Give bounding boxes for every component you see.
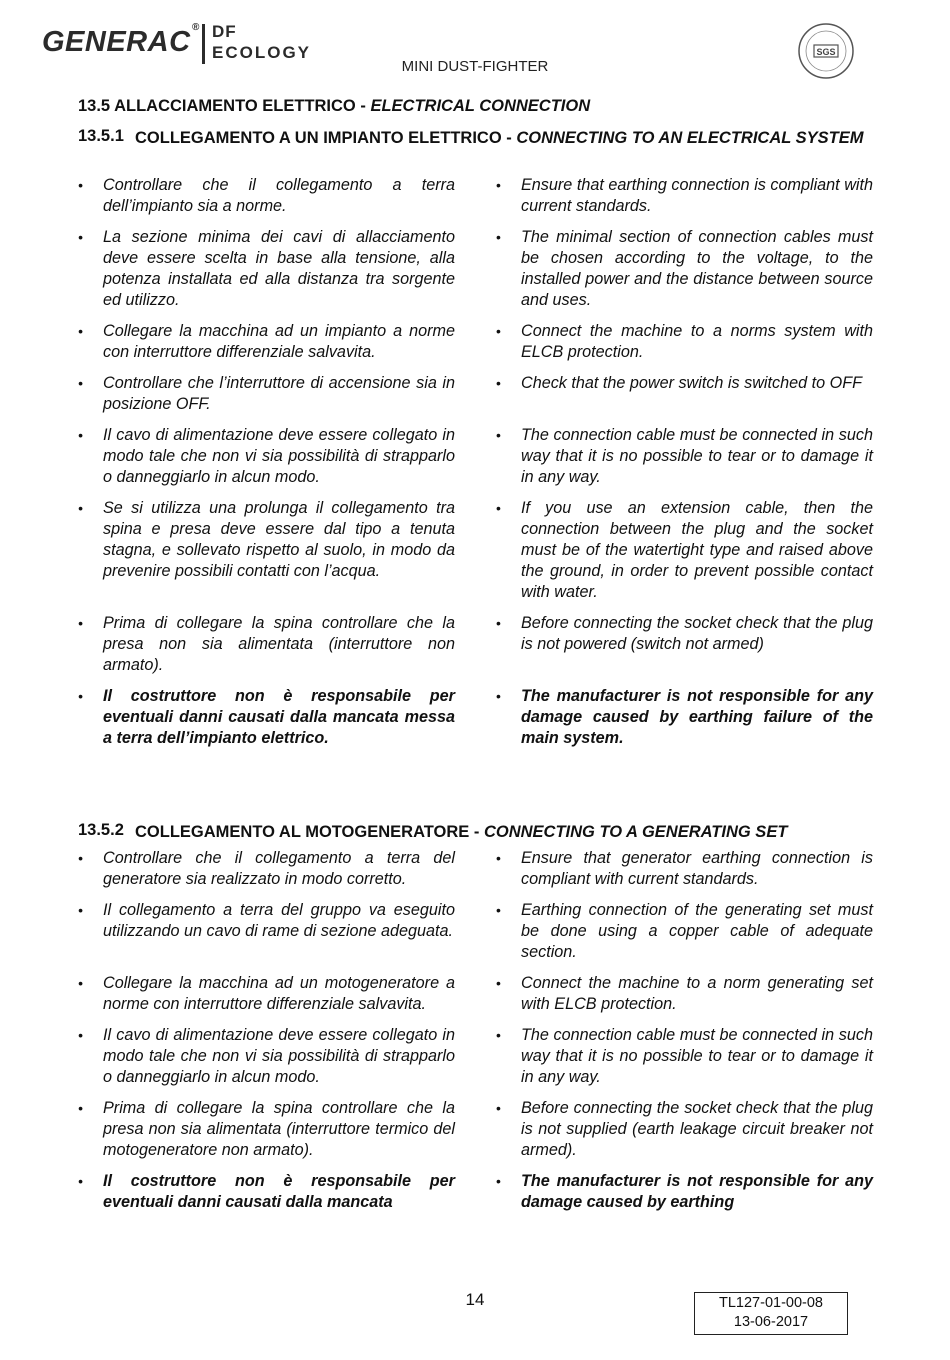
list-item — [78, 425, 873, 488]
bullet-text: Before connecting the socket check that the plug is not powered (switch not armed) — [521, 614, 873, 653]
bullet-icon: • — [78, 229, 83, 245]
bullet-text: Il cavo di alimentazione deve essere collegato in modo tale che non vi sia possibilità di strapparlo o danneggiarlo in alcun modo. — [103, 1026, 455, 1086]
bullet-text: The manufacturer is not responsible for any damage caused by earthing failure of the main system. — [521, 687, 873, 747]
bullet-text: Connect the machine to a norms system with ELCB protection. — [521, 322, 873, 361]
italian-text-cell — [78, 686, 455, 749]
bullet-text: The connection cable must be connected in such way that it is no possible to tear or to damage it in any way. — [521, 1026, 873, 1086]
italian-text-cell — [78, 1171, 455, 1213]
italian-text-cell — [78, 613, 455, 676]
list-item — [78, 498, 873, 603]
list-item — [78, 175, 873, 217]
page-number: 14 — [465, 1290, 485, 1309]
list-item — [78, 227, 873, 311]
bullet-text: Controllare che il collegamento a terra del generatore sia realizzato in modo corretto. — [103, 849, 455, 888]
subsection-1-heading — [78, 127, 888, 149]
bullet-icon: • — [78, 850, 83, 866]
italian-text-cell — [78, 425, 455, 488]
bullet-text: Connect the machine to a norm generating set with ELCB protection. — [521, 974, 873, 1013]
logo-generac-text: GENERAC — [42, 26, 191, 58]
bullet-icon: • — [78, 500, 83, 516]
bullet-icon: • — [78, 427, 83, 443]
bullet-icon: • — [78, 1100, 83, 1116]
bullet-text: Prima di collegare la spina controllare che la presa non sia alimentata (interruttore non armato). — [103, 614, 455, 674]
bullet-icon: • — [496, 850, 501, 866]
italian-text-cell — [78, 848, 455, 890]
bullet-icon: • — [78, 975, 83, 991]
english-text-cell — [496, 848, 873, 890]
bullet-icon: • — [496, 902, 501, 918]
bullet-icon: • — [78, 323, 83, 339]
bullet-icon: • — [78, 688, 83, 704]
bullet-text: Earthing connection of the generating set must be done using a copper cable of adequate section. — [521, 901, 873, 961]
list-item — [78, 613, 873, 676]
list-item — [78, 900, 873, 963]
bullet-icon: • — [496, 688, 501, 704]
italian-text-cell — [78, 1025, 455, 1088]
bullet-text: The manufacturer is not responsible for any damage caused by earthing — [521, 1172, 873, 1211]
list-item — [78, 1098, 873, 1161]
bullet-icon: • — [78, 902, 83, 918]
bullet-icon: • — [496, 1027, 501, 1043]
list-item — [78, 686, 873, 749]
document-title: MINI DUST-FIGHTER — [401, 58, 549, 75]
bullet-icon: • — [78, 615, 83, 631]
subsection-2-title-it: COLLEGAMENTO AL MOTOGENERATORE - — [135, 823, 484, 841]
bullet-text: Controllare che il collegamento a terra dell’impianto sia a norme. — [103, 176, 455, 215]
section-heading — [78, 97, 590, 116]
bullet-icon: • — [78, 1027, 83, 1043]
bullet-text: La sezione minima dei cavi di allacciamento deve essere scelta in base alla tensione, alla potenza installata ed alla distanza tra sorgente ed utilizzo. — [103, 228, 455, 309]
english-text-cell — [496, 1098, 873, 1161]
bullet-icon: • — [78, 1173, 83, 1189]
italian-text-cell — [78, 321, 455, 363]
english-text-cell — [496, 1171, 873, 1213]
document-date: 13-06-2017 — [733, 1314, 809, 1330]
english-text-cell — [496, 227, 873, 311]
bullet-text: Il cavo di alimentazione deve essere collegato in modo tale che non vi sia possibilità di strapparlo o danneggiarlo in alcun modo. — [103, 426, 455, 486]
subsection-2-list — [78, 848, 873, 1223]
section-heading-it: 13.5 ALLACCIAMENTO ELETTRICO - — [78, 97, 371, 115]
bullet-icon: • — [496, 1173, 501, 1189]
bullet-icon: • — [496, 427, 501, 443]
list-item — [78, 1171, 873, 1213]
subsection-1-list — [78, 175, 873, 759]
bullet-text: Before connecting the socket check that the plug is not supplied (earth leakage circuit breaker not armed). — [521, 1099, 873, 1159]
bullet-icon: • — [496, 1100, 501, 1116]
bullet-icon: • — [78, 177, 83, 193]
certification-seal-icon — [797, 22, 855, 80]
subsection-1-number: 13.5.1 — [78, 127, 124, 145]
list-item — [78, 1025, 873, 1088]
subsection-1-title-en: CONNECTING TO AN ELECTRICAL SYSTEM — [516, 129, 864, 147]
bullet-text: The minimal section of connection cables must be chosen according to the voltage, to the installed power and the distance between source and uses. — [521, 228, 873, 309]
english-text-cell — [496, 373, 873, 415]
list-item — [78, 373, 873, 415]
italian-text-cell — [78, 1098, 455, 1161]
bullet-icon: • — [496, 229, 501, 245]
english-text-cell — [496, 1025, 873, 1088]
logo-registered-mark: ® — [192, 22, 200, 33]
bullet-text: Il collegamento a terra del gruppo va eseguito utilizzando un cavo di rame di sezione adeguata. — [103, 901, 455, 940]
seal-text: SGS — [816, 47, 836, 57]
bullet-text: Il costruttore non è responsabile per eventuali danni causati dalla mancata — [103, 1172, 455, 1211]
bullet-text: Prima di collegare la spina controllare che la presa non sia alimentata (interruttore termico del motogeneratore non armato). — [103, 1099, 455, 1159]
italian-text-cell — [78, 227, 455, 311]
subsection-1-title-it: COLLEGAMENTO A UN IMPIANTO ELETTRICO - — [135, 129, 517, 147]
bullet-text: Se si utilizza una prolunga il collegamento tra spina e presa deve essere dal tipo a tenuta stagna, e sollevato rispetto al suolo, in modo da prevenire possibili contatti con l’acqua. — [103, 499, 455, 580]
bullet-text: Controllare che l’interruttore di accensione sia in posizione OFF. — [103, 374, 455, 413]
bullet-text: If you use an extension cable, then the connection between the plug and the socket must be of the watertight type and raised above the ground, in order to prevent possible contact with water. — [521, 499, 873, 601]
bullet-text: Collegare la macchina ad un motogeneratore a norme con interruttore differenziale salvavita. — [103, 974, 455, 1013]
bullet-text: Check that the power switch is switched to OFF — [521, 374, 862, 392]
subsection-2-number: 13.5.2 — [78, 821, 124, 839]
italian-text-cell — [78, 373, 455, 415]
bullet-icon: • — [496, 177, 501, 193]
english-text-cell — [496, 973, 873, 1015]
logo-ecology-text: ECOLOGY — [212, 43, 312, 62]
bullet-text: The connection cable must be connected in such way that it is no possible to tear or to damage it in any way. — [521, 426, 873, 486]
bullet-icon: • — [496, 615, 501, 631]
english-text-cell — [496, 686, 873, 749]
bullet-icon: • — [496, 975, 501, 991]
italian-text-cell — [78, 900, 455, 963]
english-text-cell — [496, 498, 873, 603]
bullet-icon: • — [496, 323, 501, 339]
bullet-icon: • — [496, 500, 501, 516]
english-text-cell — [496, 425, 873, 488]
bullet-icon: • — [496, 375, 501, 391]
bullet-text: Collegare la macchina ad un impianto a norme con interruttore differenziale salvavita. — [103, 322, 455, 361]
english-text-cell — [496, 321, 873, 363]
italian-text-cell — [78, 973, 455, 1015]
bullet-text: Ensure that generator earthing connection is compliant with current standards. — [521, 849, 873, 888]
bullet-text: Il costruttore non è responsabile per eventuali danni causati dalla mancata messa a terra dell’impianto elettrico. — [103, 687, 455, 747]
italian-text-cell — [78, 498, 455, 603]
document-code-box — [694, 1292, 848, 1335]
italian-text-cell — [78, 175, 455, 217]
document-code: TL127-01-00-08 — [719, 1295, 823, 1311]
list-item — [78, 848, 873, 890]
list-item — [78, 973, 873, 1015]
list-item — [78, 321, 873, 363]
logo-df-text: DF — [212, 22, 237, 41]
bullet-icon: • — [78, 375, 83, 391]
bullet-text: Ensure that earthing connection is compliant with current standards. — [521, 176, 873, 215]
english-text-cell — [496, 900, 873, 963]
english-text-cell — [496, 613, 873, 676]
subsection-2-heading — [78, 821, 888, 843]
section-heading-en: ELECTRICAL CONNECTION — [370, 97, 591, 115]
subsection-2-title-en: CONNECTING TO A GENERATING SET — [483, 823, 788, 841]
english-text-cell — [496, 175, 873, 217]
